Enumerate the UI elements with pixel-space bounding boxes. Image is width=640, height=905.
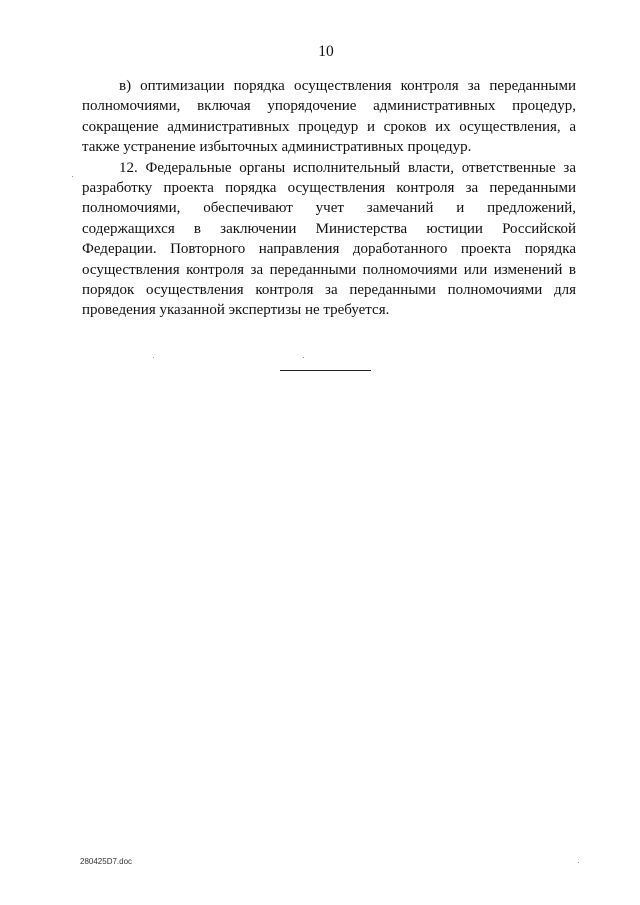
scan-speck [72,176,73,177]
scan-speck [303,357,304,358]
paragraph-12: 12. Федеральные органы исполнительный власти, ответственные за разработку проекта порядка осуществления контроля за переданными полномочиями, обеспечивают учет замечаний и предложений, содержащихся в заключении Министерства юстиции Российской Федерации. Повторного направления доработанного проекта порядка осуществления контроля за переданными полномочиями или изменений в порядок осуществления контроля за переданными полномочиями для проведения указанной экспертизы не требуется. [82,159,576,319]
page-number: 10 [318,43,334,60]
document-body [82,76,576,321]
paragraph-item-v: в) оптимизации порядка осуществления контроля за переданными полномочиями, включая упорядочение административных процедур, сокращение административных процедур и сроков их осуществления, а также устранение избыточных административных процедур. [82,78,576,156]
scan-speck [578,862,579,863]
scan-speck [153,357,154,358]
end-separator-line [280,370,371,371]
document-code: 280425D7.doc [80,857,133,866]
